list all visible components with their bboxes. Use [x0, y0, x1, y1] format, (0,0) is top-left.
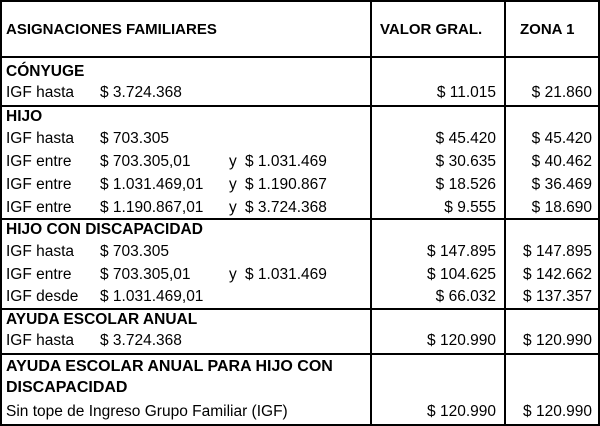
section-title-conyuge: CÓNYUGE: [6, 63, 85, 80]
row-general: $ 9.555: [444, 199, 496, 216]
row-conj: y: [229, 266, 237, 283]
border-top: [0, 0, 600, 2]
row-label: IGF hasta: [6, 243, 75, 260]
row-general: $ 120.990: [427, 332, 496, 349]
divider-header: [0, 56, 600, 58]
row-to: $ 1.031.469: [245, 266, 327, 283]
row-conj: y: [229, 153, 237, 170]
row-zona1: $ 147.895: [523, 243, 592, 260]
row-from: $ 703.305: [100, 130, 169, 147]
row-label: IGF hasta: [6, 84, 75, 101]
header-title: ASIGNACIONES FAMILIARES: [6, 21, 217, 38]
row-from: $ 3.724.368: [100, 84, 182, 101]
row-to: $ 1.190.867: [245, 176, 327, 193]
row-from: $ 1.031.469,01: [100, 176, 204, 193]
row-to: $ 1.031.469: [245, 153, 327, 170]
row-zona1: $ 40.462: [531, 153, 592, 170]
row-label: IGF entre: [6, 176, 72, 193]
section-title-ayuda-discapacidad-line2: DISCAPACIDAD: [6, 379, 128, 396]
row-label: IGF entre: [6, 266, 72, 283]
divider-col-zona1: [504, 0, 506, 426]
row-general: $ 147.895: [427, 243, 496, 260]
row-general: $ 11.015: [436, 84, 496, 101]
row-label: IGF entre: [6, 199, 72, 216]
row-label: IGF hasta: [6, 130, 75, 147]
row-zona1: $ 18.690: [531, 199, 592, 216]
row-from: $ 703.305,01: [100, 153, 191, 170]
divider-col-general: [370, 0, 372, 426]
row-zona1: $ 21.860: [531, 84, 592, 101]
row-from: $ 703.305: [100, 243, 169, 260]
row-label: IGF desde: [6, 288, 79, 305]
row-general: $ 30.635: [435, 153, 496, 170]
row-general: $ 18.526: [435, 176, 496, 193]
row-from: $ 3.724.368: [100, 332, 182, 349]
row-label: IGF hasta: [6, 332, 75, 349]
row-zona1: $ 120.990: [523, 403, 592, 420]
row-to: $ 3.724.368: [245, 199, 327, 216]
row-general: $ 104.625: [427, 266, 496, 283]
row-from: $ 1.031.469,01: [100, 288, 204, 305]
section-title-hijo-discapacidad: HIJO CON DISCAPACIDAD: [6, 221, 203, 238]
divider-conyuge: [0, 105, 600, 107]
row-zona1: $ 137.357: [523, 288, 592, 305]
divider-ayuda-escolar: [0, 353, 600, 355]
row-general: $ 120.990: [427, 403, 496, 420]
row-zona1: $ 45.420: [531, 130, 592, 147]
section-title-ayuda-discapacidad-line1: AYUDA ESCOLAR ANUAL PARA HIJO CON: [6, 358, 333, 375]
row-label: Sin tope de Ingreso Grupo Familiar (IGF): [6, 403, 288, 420]
row-conj: y: [229, 199, 237, 216]
row-from: $ 703.305,01: [100, 266, 191, 283]
row-general: $ 66.032: [435, 288, 496, 305]
divider-hijo-discapacidad: [0, 308, 600, 310]
section-title-ayuda-escolar: AYUDA ESCOLAR ANUAL: [6, 311, 198, 328]
divider-hijo: [0, 218, 600, 220]
header-valor-general: VALOR GRAL.: [380, 21, 483, 38]
section-title-hijo: HIJO: [6, 108, 43, 125]
row-zona1: $ 142.662: [523, 266, 592, 283]
border-left: [0, 0, 2, 426]
row-general: $ 45.420: [435, 130, 496, 147]
row-zona1: $ 120.990: [523, 332, 592, 349]
row-label: IGF entre: [6, 153, 72, 170]
row-from: $ 1.190.867,01: [100, 199, 204, 216]
header-zona1: ZONA 1: [520, 21, 575, 38]
row-conj: y: [229, 176, 237, 193]
row-zona1: $ 36.469: [531, 176, 592, 193]
